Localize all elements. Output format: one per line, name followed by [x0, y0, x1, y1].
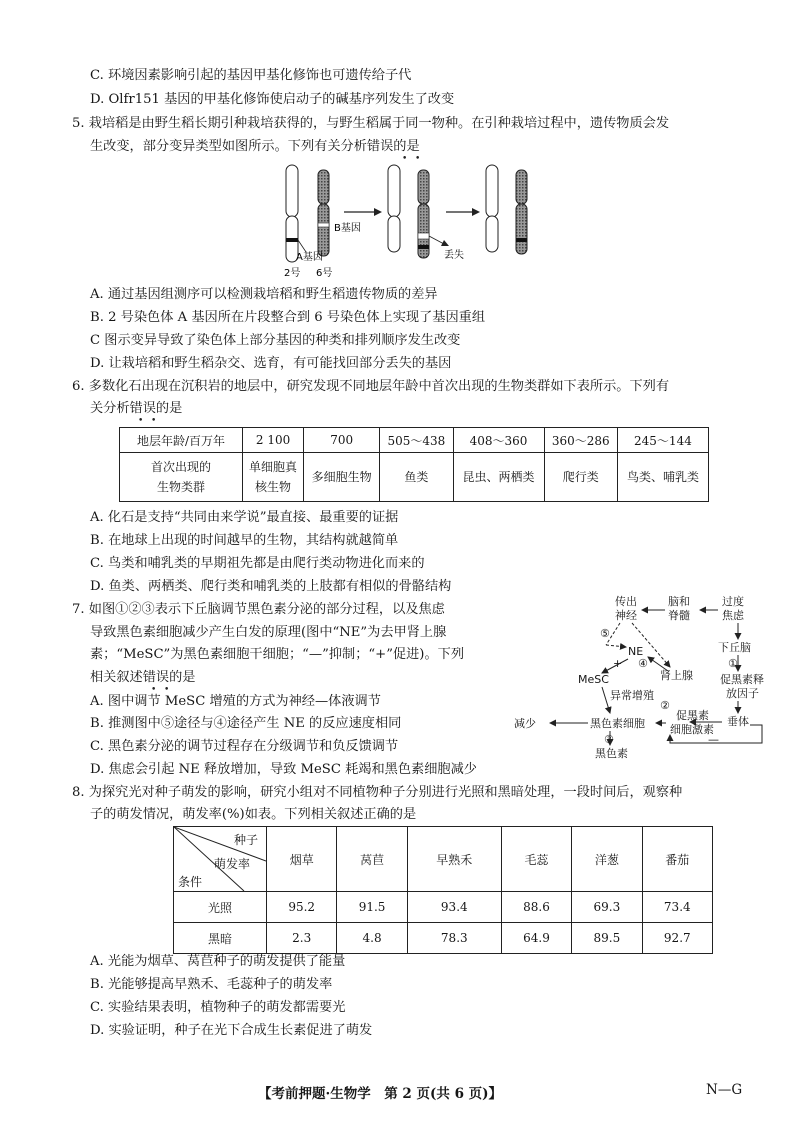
- q5-stem-line1: 5. 栽培稻是由野生稻长期引种栽培获得的，与野生稻属于同一物种。在引种栽培过程中，遗传物质会发: [72, 116, 670, 131]
- emphasis-dot: •: [415, 154, 421, 164]
- table-header-group: 首次出现的 生物类群: [120, 453, 243, 502]
- table-cell: 408～360: [453, 428, 544, 453]
- q5-option-b: B. 2 号染色体 A 基因所在片段整合到 6 号染色体上实现了基因重组: [90, 310, 486, 325]
- q5-stem-line2: 生改变，部分变异类型如图所示。下列有关分析错误的是: [90, 139, 420, 154]
- svg-text:神经: 神经: [615, 609, 637, 622]
- svg-text:促黑素释: 促黑素释: [720, 673, 764, 686]
- table-cell: 95.2: [267, 892, 337, 923]
- q6-stem-line2: 关分析错误的是: [90, 401, 183, 416]
- q7-option-d: D. 焦虑会引起 NE 释放增加，导致 MeSC 耗竭和黑色素细胞减少: [90, 762, 477, 777]
- table-cell: 昆虫、两栖类: [453, 453, 544, 502]
- q6-option-a: A. 化石是支持“共同由来学说”最直接、最重要的证据: [90, 510, 399, 525]
- q6-option-c: C. 鸟类和哺乳类的早期祖先都是由爬行类动物进化而来的: [90, 556, 425, 571]
- svg-text:下丘脑: 下丘脑: [718, 641, 751, 654]
- table-cell: 73.4: [642, 892, 712, 923]
- label-chr2: 2号: [284, 268, 301, 279]
- svg-text:脑和: 脑和: [668, 595, 690, 608]
- svg-text:+: +: [613, 657, 623, 670]
- q7-regulation-diagram: [510, 595, 775, 765]
- table-cell: 245～144: [617, 428, 708, 453]
- svg-text:肾上腺: 肾上腺: [660, 669, 693, 682]
- svg-text:减少: 减少: [514, 717, 536, 730]
- q6-strata-table: [119, 427, 709, 502]
- q7-stem-line2: 导致黑色素细胞减少产生白发的原理(图中“NE”为去甲肾上腺: [90, 625, 447, 640]
- chromosome-6: [318, 170, 329, 256]
- q8-germination-table: [173, 826, 713, 954]
- svg-text:③: ③: [604, 733, 614, 746]
- svg-text:细胞激素: 细胞激素: [670, 723, 714, 736]
- table-cell: 505～438: [380, 428, 453, 453]
- label-gene-b: B基因: [334, 223, 361, 234]
- table-cell: 700: [304, 428, 380, 453]
- table-cell: 69.3: [572, 892, 642, 923]
- chromosome-6-final: [516, 170, 527, 254]
- table-species: 烟草: [267, 827, 337, 892]
- arrow-step1: [344, 208, 382, 216]
- chromosome-2-after: [388, 165, 400, 252]
- q8-option-c: C. 实验结果表明，植物种子的萌发都需要光: [90, 1000, 346, 1015]
- svg-text:⑤: ⑤: [600, 627, 610, 640]
- table-species: 番茄: [642, 827, 712, 892]
- table-cell: 93.4: [407, 892, 501, 923]
- label-lost: 丢失: [444, 250, 464, 261]
- svg-text:焦虑: 焦虑: [722, 609, 744, 622]
- q8-option-a: A. 光能为烟草、莴苣种子的萌发提供了能量: [90, 954, 346, 969]
- chromosome-2: [286, 165, 298, 262]
- table-species: 早熟禾: [407, 827, 501, 892]
- table-cell: 爬行类: [544, 453, 617, 502]
- q8-stem-line1: 8. 为探究光对种子萌发的影响，研究小组对不同植物种子分别进行光照和黑暗处理，一段时间后，观察种: [72, 785, 683, 800]
- svg-text:垂体: 垂体: [727, 715, 749, 728]
- table-cell: 89.5: [572, 923, 642, 954]
- q6-option-b: B. 在地球上出现的时间越早的生物，其结构就越简单: [90, 533, 399, 548]
- table-header-age: 地层年龄/百万年: [120, 428, 243, 453]
- table-cell: 78.3: [407, 923, 501, 954]
- table-cell: 鱼类: [380, 453, 453, 502]
- table-cell: 92.7: [642, 923, 712, 954]
- svg-text:NE: NE: [628, 645, 644, 658]
- q6-option-d: D. 鱼类、两栖类、爬行类和哺乳类的上肢都有相似的骨骼结构: [90, 579, 452, 594]
- table-cell: 多细胞生物: [304, 453, 380, 502]
- svg-text:过度: 过度: [722, 595, 744, 608]
- table-cell: 2 100: [243, 428, 304, 453]
- table-condition: 黑暗: [174, 923, 267, 954]
- q7-stem-line4: 相关叙述错误的是: [90, 670, 196, 685]
- emphasis-dot: •: [151, 416, 157, 426]
- chromosome-6-after: [418, 170, 429, 258]
- table-cell: 88.6: [501, 892, 571, 923]
- page-code: N—G: [706, 1082, 743, 1098]
- table-cell: 鸟类、哺乳类: [617, 453, 708, 502]
- q7-stem-line1: 7. 如图①②③表示下丘脑调节黑色素分泌的部分过程，以及焦虑: [72, 602, 445, 617]
- svg-text:脊髓: 脊髓: [668, 609, 690, 622]
- table-species: 毛蕊: [501, 827, 571, 892]
- svg-text:促黑素: 促黑素: [676, 709, 709, 722]
- svg-text:传出: 传出: [615, 595, 637, 608]
- table-cell: 360～286: [544, 428, 617, 453]
- q5-chromosome-figure: [276, 160, 546, 285]
- emphasis-dot: •: [164, 685, 170, 695]
- table-corner-header: 种子 萌发率 条件: [174, 827, 267, 892]
- svg-text:①: ①: [728, 657, 738, 670]
- table-cell: 2.3: [267, 923, 337, 954]
- q4-option-c: C. 环境因素影响引起的基因甲基化修饰也可遗传给子代: [90, 68, 412, 83]
- q6-stem-line1: 6. 多数化石出现在沉积岩的地层中，研究发现不同地层年龄中首次出现的生物类群如下表所示。下列有: [72, 379, 670, 394]
- page-footer: 【考前押题·生物学 第 2 页(共 6 页)】: [258, 1086, 503, 1102]
- q7-option-b: B. 推测图中⑤途径与④途径产生 NE 的反应速度相同: [90, 716, 402, 731]
- q8-option-b: B. 光能够提高早熟禾、毛蕊种子的萌发率: [90, 977, 333, 992]
- svg-text:黑色素细胞: 黑色素细胞: [590, 717, 645, 730]
- svg-text:异常增殖: 异常增殖: [610, 689, 654, 702]
- emphasis-dot: •: [402, 154, 408, 164]
- svg-text:黑色素: 黑色素: [595, 747, 628, 760]
- svg-text:MeSC: MeSC: [578, 673, 609, 686]
- table-cell: 单细胞真 核生物: [243, 453, 304, 502]
- svg-text:②: ②: [660, 699, 670, 712]
- q8-option-d: D. 实验证明，种子在光下合成生长素促进了萌发: [90, 1023, 373, 1038]
- arrow-step2: [446, 208, 480, 216]
- table-species: 洋葱: [572, 827, 642, 892]
- q8-stem-line2: 子的萌发情况，萌发率(%)如表。下列相关叙述正确的是: [90, 807, 417, 822]
- q4-option-d: D. Olfr151 基因的甲基化修饰使启动子的碱基序列发生了改变: [90, 92, 455, 107]
- table-cell: 4.8: [337, 923, 407, 954]
- label-chr6: 6号: [316, 268, 333, 279]
- q7-stem-line3: 素；“MeSC”为黑色素细胞干细胞；“—”抑制；“+”促进)。下列: [90, 647, 465, 662]
- emphasis-dot: •: [138, 416, 144, 426]
- table-cell: 64.9: [501, 923, 571, 954]
- emphasis-dot: •: [151, 685, 157, 695]
- q5-option-a: A. 通过基因组测序可以检测栽培稻和野生稻遗传物质的差异: [90, 287, 438, 302]
- table-cell: 91.5: [337, 892, 407, 923]
- q5-option-d: D. 让栽培稻和野生稻杂交、选育，有可能找回部分丢失的基因: [90, 356, 452, 371]
- svg-text:④: ④: [638, 657, 648, 670]
- svg-text:放因子: 放因子: [726, 687, 759, 700]
- q7-option-a: A. 图中调节 MeSC 增殖的方式为神经—体液调节: [90, 694, 381, 709]
- table-species: 莴苣: [337, 827, 407, 892]
- chromosome-2-final: [486, 165, 498, 252]
- q5-option-c: C 图示变异导致了染色体上部分基因的种类和排列顺序发生改变: [90, 333, 461, 348]
- table-condition: 光照: [174, 892, 267, 923]
- q7-option-c: C. 黑色素分泌的调节过程存在分级调节和负反馈调节: [90, 739, 399, 754]
- label-gene-a: A基因: [296, 252, 323, 263]
- svg-text:—: —: [708, 733, 719, 746]
